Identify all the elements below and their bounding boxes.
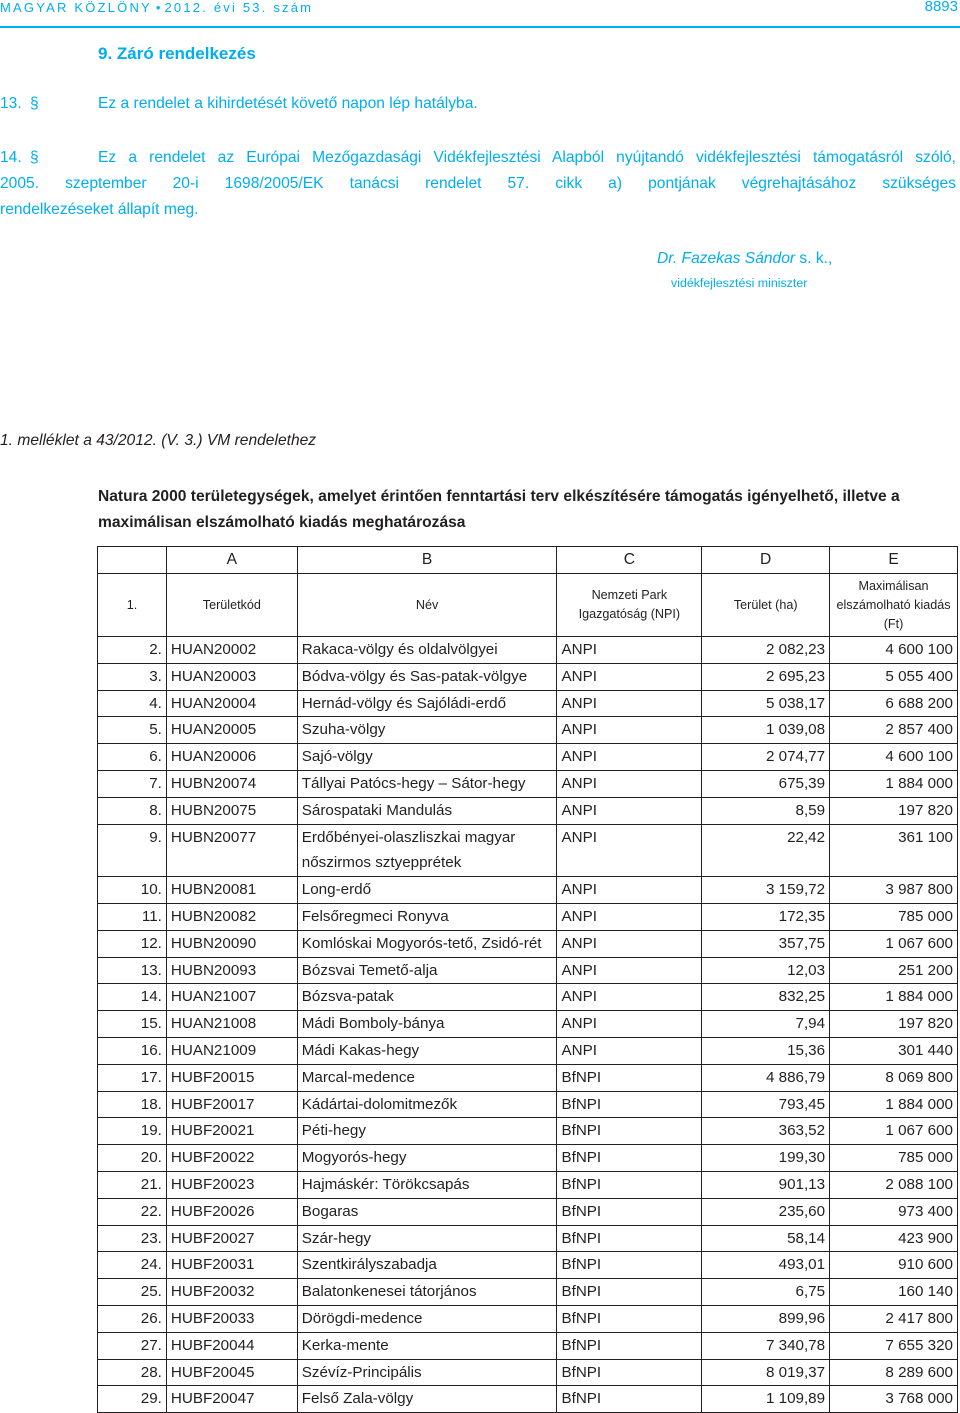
- table-row: [98, 797, 958, 824]
- area-code: HUBF20032: [166, 1279, 297, 1306]
- row-number: 28.: [98, 1359, 167, 1386]
- area-code: HUBF20045: [166, 1359, 297, 1386]
- area-name: Mádi Kakas-hegy: [297, 1037, 557, 1064]
- directorate: ANPI: [557, 824, 702, 877]
- paragraph-number: 13.: [0, 95, 22, 112]
- area-name: Marcal-medence: [297, 1064, 557, 1091]
- annex-heading: 1. melléklet a 43/2012. (V. 3.) VM rendelethez: [0, 432, 317, 449]
- paragraph-line: Ez a rendelet az Európai Mezőgazdasági Vidékfejlesztési Alapból nyújtandó vidékfejlesztési támogatásról szóló,: [98, 149, 956, 166]
- area-name: Bózsva-patak: [297, 984, 557, 1011]
- row-number: 5.: [98, 717, 167, 744]
- max-cost: 301 440: [830, 1037, 958, 1064]
- area-name: Sárospataki Mandulás: [297, 797, 557, 824]
- directorate: BfNPI: [557, 1171, 702, 1198]
- table-row: [98, 637, 958, 664]
- table-row: [98, 984, 958, 1011]
- paragraph-line: rendelkezéseket állapít meg.: [0, 201, 199, 218]
- row-number: 13.: [98, 957, 167, 984]
- area-hectares: 15,36: [702, 1037, 830, 1064]
- column-letter-row: [98, 547, 958, 574]
- section-sign: §: [30, 149, 39, 166]
- max-cost: 973 400: [830, 1198, 958, 1225]
- column-letter: D: [702, 547, 830, 574]
- row-number: 16.: [98, 1037, 167, 1064]
- max-cost: 2 857 400: [830, 717, 958, 744]
- signer-name: [657, 250, 832, 268]
- table-row: [98, 1064, 958, 1091]
- area-hectares: 675,39: [702, 770, 830, 797]
- area-hectares: 172,35: [702, 903, 830, 930]
- max-cost: 160 140: [830, 1279, 958, 1306]
- table-row: [98, 1198, 958, 1225]
- row-number: 27.: [98, 1332, 167, 1359]
- directorate: ANPI: [557, 1037, 702, 1064]
- running-head-journal: [0, 0, 313, 15]
- max-cost: 4 600 100: [830, 637, 958, 664]
- row-number: 11.: [98, 903, 167, 930]
- max-cost: 8 069 800: [830, 1064, 958, 1091]
- max-cost: 8 289 600: [830, 1359, 958, 1386]
- journal-name: MAGYAR KÖZLÖNY: [0, 0, 152, 15]
- area-code: HUBF20017: [166, 1091, 297, 1118]
- row-number: 4.: [98, 690, 167, 717]
- table-row: [98, 957, 958, 984]
- table-row: [98, 877, 958, 904]
- directorate: ANPI: [557, 717, 702, 744]
- row-number: 2.: [98, 637, 167, 664]
- area-code: HUAN21009: [166, 1037, 297, 1064]
- page-number: 8893: [924, 0, 958, 15]
- area-name: Long-erdő: [297, 877, 557, 904]
- area-hectares: 493,01: [702, 1252, 830, 1279]
- area-code: HUBN20082: [166, 903, 297, 930]
- area-code: HUBF20021: [166, 1118, 297, 1145]
- area-code: HUBN20074: [166, 770, 297, 797]
- issue-label: 2012. évi 53. szám: [164, 0, 314, 15]
- max-cost: 361 100: [830, 824, 958, 877]
- area-hectares: 5 038,17: [702, 690, 830, 717]
- max-cost: 3 768 000: [830, 1386, 958, 1413]
- area-name: Szuha-völgy: [297, 717, 557, 744]
- directorate: ANPI: [557, 690, 702, 717]
- max-cost: 1 884 000: [830, 1091, 958, 1118]
- column-letter: C: [557, 547, 702, 574]
- row-number: 21.: [98, 1171, 167, 1198]
- paragraph-number: 14.: [0, 149, 22, 166]
- directorate: BfNPI: [557, 1064, 702, 1091]
- header-area-code: Területkód: [166, 574, 297, 637]
- header-area: Terület (ha): [702, 574, 830, 637]
- table-row: [98, 690, 958, 717]
- section-sign: §: [30, 95, 39, 112]
- area-hectares: 2 074,77: [702, 744, 830, 771]
- max-cost: 4 600 100: [830, 744, 958, 771]
- area-code: HUBN20090: [166, 930, 297, 957]
- table-row: [98, 930, 958, 957]
- area-name: Hajmáskér: Törökcsapás: [297, 1171, 557, 1198]
- area-name: Bogaras: [297, 1198, 557, 1225]
- table-row: [98, 1279, 958, 1306]
- row-number: 14.: [98, 984, 167, 1011]
- area-hectares: 363,52: [702, 1118, 830, 1145]
- table-row: [98, 903, 958, 930]
- header-row-number: 1.: [98, 574, 167, 637]
- table-row: [98, 1332, 958, 1359]
- directorate: ANPI: [557, 797, 702, 824]
- max-cost: 785 000: [830, 1145, 958, 1172]
- directorate: ANPI: [557, 930, 702, 957]
- area-hectares: 22,42: [702, 824, 830, 877]
- bullet-separator: •: [155, 0, 161, 15]
- area-code: HUBF20027: [166, 1225, 297, 1252]
- area-code: HUAN20004: [166, 690, 297, 717]
- area-code: HUBF20031: [166, 1252, 297, 1279]
- max-cost: 251 200: [830, 957, 958, 984]
- paragraph-text: Ez a rendelet a kihirdetését követő napon lép hatályba.: [98, 95, 478, 112]
- row-number: 7.: [98, 770, 167, 797]
- area-hectares: 6,75: [702, 1279, 830, 1306]
- area-hectares: 235,60: [702, 1198, 830, 1225]
- row-number: 8.: [98, 797, 167, 824]
- row-number: 25.: [98, 1279, 167, 1306]
- table-row: [98, 663, 958, 690]
- paragraph-line: 2005. szeptember 20-i 1698/2005/EK tanácsi rendelet 57. cikk a) pontjának végrehajtásához szükséges: [0, 175, 956, 192]
- area-code: HUBF20022: [166, 1145, 297, 1172]
- directorate: ANPI: [557, 984, 702, 1011]
- area-code: HUAN20005: [166, 717, 297, 744]
- table-row: [98, 1252, 958, 1279]
- area-code: HUBF20033: [166, 1305, 297, 1332]
- directorate: BfNPI: [557, 1305, 702, 1332]
- column-letter: E: [830, 547, 958, 574]
- table-header-row: [98, 574, 958, 637]
- area-hectares: 12,03: [702, 957, 830, 984]
- area-code: HUBF20047: [166, 1386, 297, 1413]
- area-code: HUAN20006: [166, 744, 297, 771]
- area-hectares: 2 082,23: [702, 637, 830, 664]
- area-name: Bózsvai Temető-alja: [297, 957, 557, 984]
- table-row: [98, 1359, 958, 1386]
- directorate: ANPI: [557, 1011, 702, 1038]
- max-cost: 7 655 320: [830, 1332, 958, 1359]
- directorate: BfNPI: [557, 1118, 702, 1145]
- directorate: BfNPI: [557, 1225, 702, 1252]
- area-name: Péti-hegy: [297, 1118, 557, 1145]
- area-name: Komlóskai Mogyorós-tető, Zsidó-rét: [297, 930, 557, 957]
- area-code: HUAN20003: [166, 663, 297, 690]
- directorate: BfNPI: [557, 1252, 702, 1279]
- area-name: Szévíz-Principális: [297, 1359, 557, 1386]
- area-code: HUAN21007: [166, 984, 297, 1011]
- table-row: [98, 1091, 958, 1118]
- area-name: Mogyorós-hegy: [297, 1145, 557, 1172]
- directorate: BfNPI: [557, 1198, 702, 1225]
- area-code: HUAN20002: [166, 637, 297, 664]
- area-hectares: 1 109,89: [702, 1386, 830, 1413]
- running-head: [0, 0, 960, 28]
- area-hectares: 8,59: [702, 797, 830, 824]
- directorate: BfNPI: [557, 1091, 702, 1118]
- table-row: [98, 824, 958, 877]
- area-name: Hernád-völgy és Sajóládi-erdő: [297, 690, 557, 717]
- row-number: 9.: [98, 824, 167, 877]
- table-row: [98, 1386, 958, 1413]
- area-name: Mádi Bomboly-bánya: [297, 1011, 557, 1038]
- table-row: [98, 1145, 958, 1172]
- row-number: 23.: [98, 1225, 167, 1252]
- area-name: Balatonkenesei tátorjános: [297, 1279, 557, 1306]
- max-cost: 5 055 400: [830, 663, 958, 690]
- area-name: Kerka-mente: [297, 1332, 557, 1359]
- area-hectares: 2 695,23: [702, 663, 830, 690]
- directorate: BfNPI: [557, 1332, 702, 1359]
- area-code: HUBN20093: [166, 957, 297, 984]
- max-cost: 1 067 600: [830, 930, 958, 957]
- area-name: Felsőregmeci Ronyva: [297, 903, 557, 930]
- area-name: Bódva-völgy és Sas-patak-völgye: [297, 663, 557, 690]
- area-name: Felső Zala-völgy: [297, 1386, 557, 1413]
- area-code: HUBF20044: [166, 1332, 297, 1359]
- signer-title: vidékfejlesztési miniszter: [671, 276, 808, 290]
- row-number: 15.: [98, 1011, 167, 1038]
- row-number: 29.: [98, 1386, 167, 1413]
- row-number: 3.: [98, 663, 167, 690]
- max-cost: 785 000: [830, 903, 958, 930]
- column-letter: A: [166, 547, 297, 574]
- area-name: Rakaca-völgy és oldalvölgyei: [297, 637, 557, 664]
- max-cost: 197 820: [830, 797, 958, 824]
- area-name: Tállyai Patócs-hegy – Sátor-hegy: [297, 770, 557, 797]
- header-max-cost: Maximálisan elszámolható kiadás (Ft): [830, 574, 958, 637]
- row-number: 22.: [98, 1198, 167, 1225]
- area-name: Erdőbényei-olaszliszkai magyar nőszirmos sztyepprétek: [297, 824, 557, 877]
- area-name: Dörögdi-medence: [297, 1305, 557, 1332]
- area-hectares: 7,94: [702, 1011, 830, 1038]
- row-number: 24.: [98, 1252, 167, 1279]
- table-title: Natura 2000 területegységek, amelyet érintően fenntartási terv elkészítésére támogatás igényelhető, illetve a maximálisan elszámolható kiadás meghatározása: [98, 488, 900, 531]
- max-cost: 6 688 200: [830, 690, 958, 717]
- paragraph-14: [0, 146, 960, 226]
- area-code: HUBF20026: [166, 1198, 297, 1225]
- natura-2000-table: [97, 546, 958, 1413]
- area-hectares: 7 340,78: [702, 1332, 830, 1359]
- table-row: [98, 1171, 958, 1198]
- area-hectares: 901,13: [702, 1171, 830, 1198]
- area-name: Szár-hegy: [297, 1225, 557, 1252]
- area-hectares: 832,25: [702, 984, 830, 1011]
- max-cost: 2 088 100: [830, 1171, 958, 1198]
- table-row: [98, 1305, 958, 1332]
- table-row: [98, 770, 958, 797]
- row-number: 18.: [98, 1091, 167, 1118]
- directorate: BfNPI: [557, 1279, 702, 1306]
- table-row: [98, 717, 958, 744]
- area-hectares: 8 019,37: [702, 1359, 830, 1386]
- directorate: ANPI: [557, 770, 702, 797]
- area-hectares: 58,14: [702, 1225, 830, 1252]
- area-name: Kádártai-dolomitmezők: [297, 1091, 557, 1118]
- area-hectares: 4 886,79: [702, 1064, 830, 1091]
- directorate: ANPI: [557, 877, 702, 904]
- max-cost: 910 600: [830, 1252, 958, 1279]
- directorate: BfNPI: [557, 1359, 702, 1386]
- signer-suffix: s. k.,: [795, 250, 833, 267]
- header-directorate: Nemzeti Park Igazgatóság (NPI): [557, 574, 702, 637]
- directorate: ANPI: [557, 903, 702, 930]
- column-letter: [98, 547, 167, 574]
- row-number: 19.: [98, 1118, 167, 1145]
- directorate: ANPI: [557, 744, 702, 771]
- max-cost: 3 987 800: [830, 877, 958, 904]
- table-row: [98, 1037, 958, 1064]
- area-name: Sajó-völgy: [297, 744, 557, 771]
- area-hectares: 3 159,72: [702, 877, 830, 904]
- section-title: 9. Záró rendelkezés: [98, 44, 256, 63]
- area-code: HUBN20077: [166, 824, 297, 877]
- row-number: 17.: [98, 1064, 167, 1091]
- table-row: [98, 1225, 958, 1252]
- directorate: ANPI: [557, 663, 702, 690]
- max-cost: 197 820: [830, 1011, 958, 1038]
- row-number: 20.: [98, 1145, 167, 1172]
- table-row: [98, 1011, 958, 1038]
- area-code: HUBN20081: [166, 877, 297, 904]
- signer-full-name: Dr. Fazekas Sándor: [657, 250, 796, 267]
- max-cost: 1 884 000: [830, 984, 958, 1011]
- row-number: 12.: [98, 930, 167, 957]
- table-row: [98, 1118, 958, 1145]
- max-cost: 2 417 800: [830, 1305, 958, 1332]
- row-number: 10.: [98, 877, 167, 904]
- directorate: ANPI: [557, 957, 702, 984]
- area-hectares: 1 039,08: [702, 717, 830, 744]
- column-letter: B: [297, 547, 557, 574]
- area-code: HUAN21008: [166, 1011, 297, 1038]
- directorate: ANPI: [557, 637, 702, 664]
- max-cost: 423 900: [830, 1225, 958, 1252]
- area-name: Szentkirályszabadja: [297, 1252, 557, 1279]
- row-number: 26.: [98, 1305, 167, 1332]
- area-hectares: 199,30: [702, 1145, 830, 1172]
- header-name: Név: [297, 574, 557, 637]
- area-code: HUBF20015: [166, 1064, 297, 1091]
- area-hectares: 357,75: [702, 930, 830, 957]
- max-cost: 1 067 600: [830, 1118, 958, 1145]
- max-cost: 1 884 000: [830, 770, 958, 797]
- directorate: BfNPI: [557, 1386, 702, 1413]
- area-code: HUBN20075: [166, 797, 297, 824]
- table-row: [98, 744, 958, 771]
- directorate: BfNPI: [557, 1145, 702, 1172]
- area-code: HUBF20023: [166, 1171, 297, 1198]
- area-hectares: 899,96: [702, 1305, 830, 1332]
- row-number: 6.: [98, 744, 167, 771]
- area-hectares: 793,45: [702, 1091, 830, 1118]
